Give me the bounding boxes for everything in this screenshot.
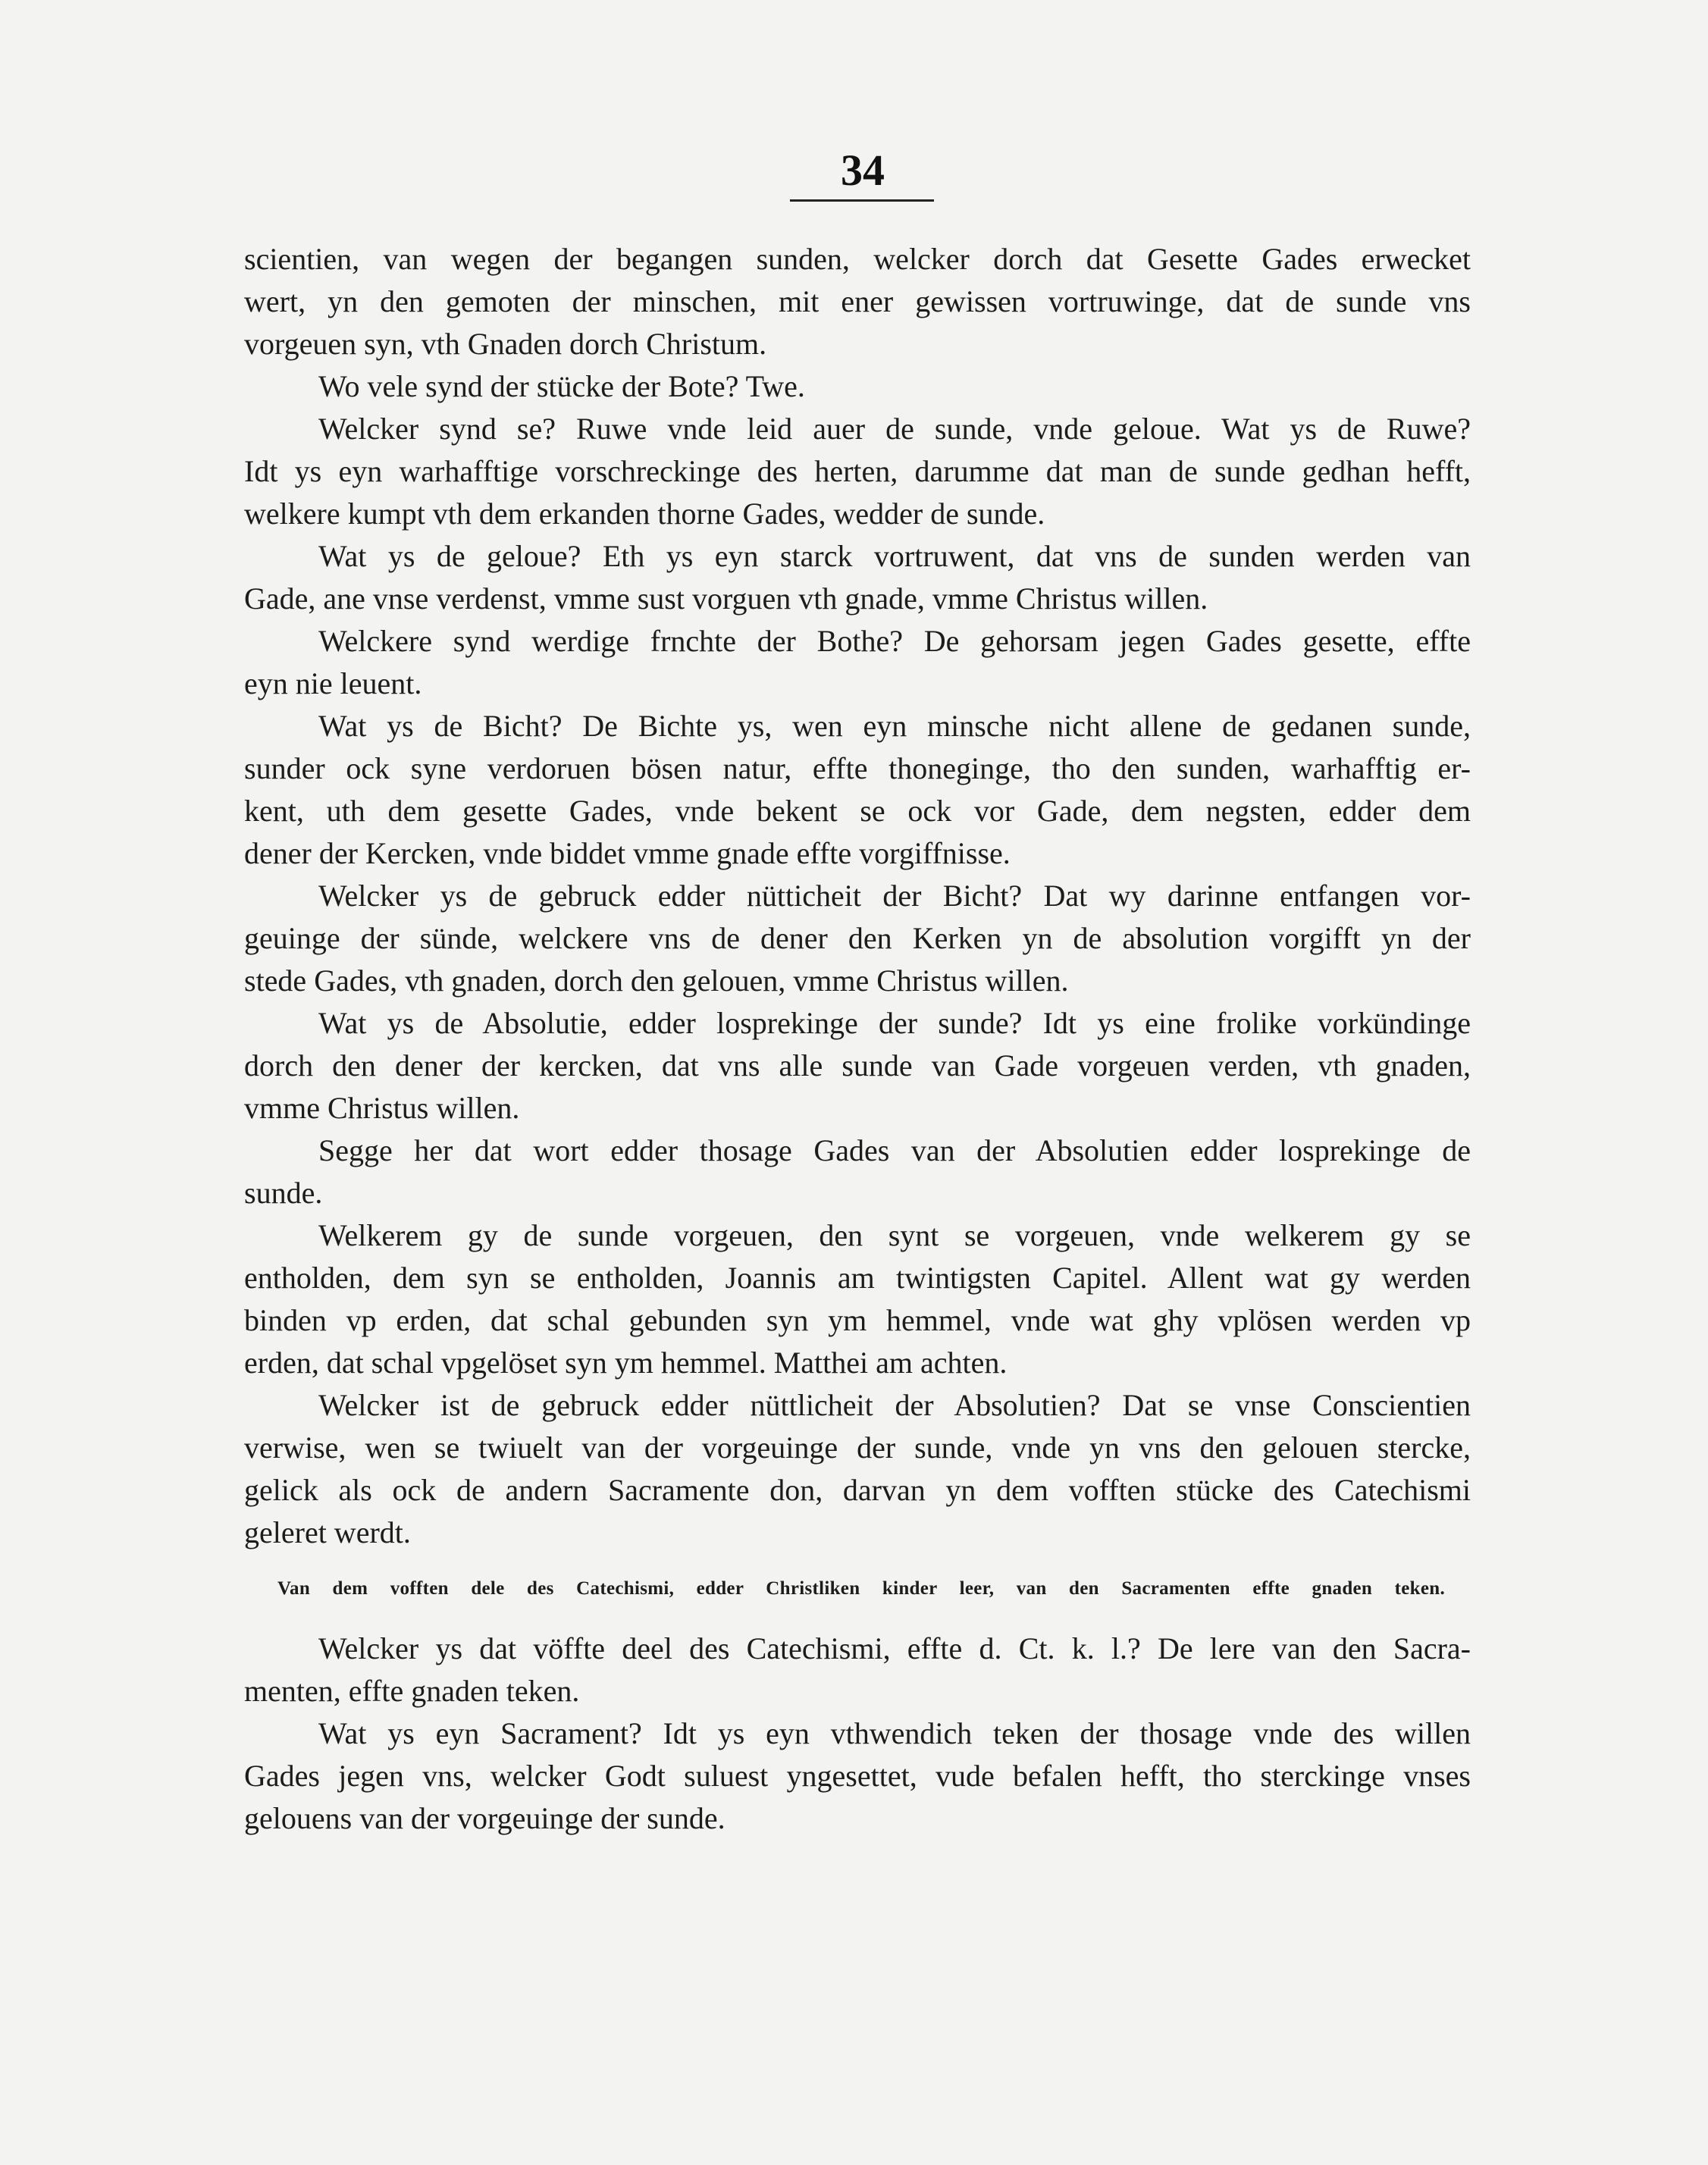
text-line: Wat ys eyn Sacrament? Idt ys eyn vthwendich teken der thosage vnde des willen — [318, 1716, 1471, 1750]
text-line: Welcker ys dat vöffte deel des Catechismi, effte d. Ct. k. l.? De lere van den Sacra- — [318, 1631, 1471, 1665]
text-line: Gades jegen vns, welcker Godt suluest yngesettet, vude befalen hefft, tho sterckinge vnses — [244, 1759, 1471, 1793]
text-line: eyn nie leuent. — [244, 666, 422, 700]
text-line: Segge her dat wort edder thosage Gades van der Absolutien edder losprekinge de — [318, 1133, 1471, 1167]
text-line: Welcker ys de gebruck edder nütticheit der Bicht? Dat wy darinne entfangen vor- — [318, 879, 1471, 913]
text-line: Idt ys eyn warhafftige vorschreckinge des herten, darumme dat man de sunde gedhan hefft, — [244, 454, 1471, 488]
text-line: kent, uth dem gesette Gades, vnde bekent se ock vor Gade, dem negsten, edder dem — [244, 794, 1471, 828]
text-line: Welcker ist de gebruck edder nüttlicheit der Absolutien? Dat se vnse Conscientien — [318, 1388, 1471, 1422]
text-line: Wo vele synd der stücke der Bote? Twe. — [318, 369, 805, 403]
text-line: Welckere synd werdige frnchte der Bothe? De gehorsam jegen Gades gesette, effte — [318, 624, 1471, 658]
text-line: dener der Kercken, vnde biddet vmme gnade effte vorgiffnisse. — [244, 836, 1011, 870]
text-line: sunde. — [244, 1176, 323, 1210]
text-line: verwise, wen se twiuelt van der vorgeuinge der sunde, vnde yn vns den gelouen stercke, — [244, 1430, 1471, 1465]
page-number: 34 — [841, 146, 885, 195]
text-line: menten, effte gnaden teken. — [244, 1674, 580, 1708]
page-number-rule — [790, 199, 934, 202]
text-line: geuinge der sünde, welckere vns de dener den Kerken yn de absolution vorgifft yn der — [244, 921, 1471, 955]
text-line: gelouens van der vorgeuinge der sunde. — [244, 1801, 726, 1835]
text-line: wert, yn den gemoten der minschen, mit ener gewissen vortruwinge, dat de sunde vns — [244, 284, 1471, 318]
text-line: binden vp erden, dat schal gebunden syn ym hemmel, vnde wat ghy vplösen werden vp — [244, 1303, 1471, 1337]
section-heading: Van dem vofften dele des Catechismi, edder Christliken kinder leer, van den Sacramenten effte gnaden teken. — [277, 1578, 1445, 1599]
text-line: vmme Christus willen. — [244, 1091, 520, 1125]
text-line: dorch den dener der kercken, dat vns alle sunde van Gade vorgeuen verden, vth gnaden, — [244, 1048, 1471, 1082]
text-line: Welkerem gy de sunde vorgeuen, den synt se vorgeuen, vnde welkerem gy se — [318, 1218, 1471, 1252]
text-line: Gade, ane vnse verdenst, vmme sust vorguen vth gnade, vmme Christus willen. — [244, 581, 1208, 616]
text-line: vorgeuen syn, vth Gnaden dorch Christum. — [244, 327, 767, 361]
text-line: entholden, dem syn se entholden, Joannis am twintigsten Capitel. Allent wat gy werden — [244, 1261, 1471, 1295]
text-line: stede Gades, vth gnaden, dorch den gelouen, vmme Christus willen. — [244, 963, 1069, 998]
text-line: erden, dat schal vpgelöset syn ym hemmel. Matthei am achten. — [244, 1346, 1008, 1380]
text-line: sunder ock syne verdoruen bösen natur, effte thoneginge, tho den sunden, warhafftig er- — [244, 751, 1471, 785]
text-line: scientien, van wegen der begangen sunden, welcker dorch dat Gesette Gades erwecket — [244, 242, 1471, 276]
text-line: Wat ys de Bicht? De Bichte ys, wen eyn minsche nicht allene de gedanen sunde, — [318, 709, 1471, 743]
text-line: gelick als ock de andern Sacramente don, darvan yn dem vofften stücke des Catechismi — [244, 1473, 1471, 1507]
text-line: Wat ys de Absolutie, edder losprekinge der sunde? Idt ys eine frolike vorkündinge — [318, 1006, 1471, 1040]
text-line: geleret werdt. — [244, 1515, 411, 1549]
text-line: Wat ys de geloue? Eth ys eyn starck vortruwent, dat vns de sunden werden van — [318, 539, 1471, 573]
text-line: Welcker synd se? Ruwe vnde leid auer de sunde, vnde geloue. Wat ys de Ruwe? — [318, 412, 1471, 446]
text-line: welkere kumpt vth dem erkanden thorne Gades, wedder de sunde. — [244, 497, 1045, 531]
